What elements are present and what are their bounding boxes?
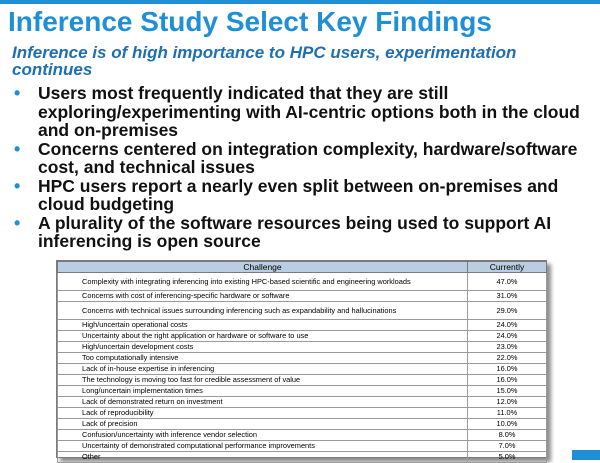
bullet-dot-icon: •	[14, 83, 21, 103]
top-accent-bar	[0, 0, 600, 4]
table-row	[58, 353, 547, 364]
currently-cell: 31.0%	[468, 291, 547, 302]
currently-cell: 16.0%	[468, 375, 547, 386]
table-row	[58, 375, 547, 386]
column-header-challenge: Challenge	[58, 262, 468, 273]
challenge-cell: Lack of reproducibility	[58, 408, 468, 419]
currently-cell: 24.0%	[468, 320, 547, 331]
currently-cell: 24.0%	[468, 331, 547, 342]
table-row	[58, 342, 547, 353]
challenges-table	[57, 261, 547, 463]
finding-text: Concerns centered on integration complexity, hardware/software cost, and technical issues	[38, 138, 578, 177]
slide-subtitle: Inference is of high importance to HPC users, experimentation continues	[12, 43, 517, 79]
challenge-cell: Confusion/uncertainty with inference vendor selection	[58, 430, 468, 441]
table-header-row	[58, 262, 547, 273]
challenge-cell: Lack of demonstrated return on investment	[58, 397, 468, 408]
challenge-cell: Uncertainty of demonstrated computational performance improvements	[58, 441, 468, 452]
challenge-cell: Too computationally intensive	[58, 353, 468, 364]
challenge-cell: Long/uncertain implementation times	[58, 386, 468, 397]
challenge-cell: Uncertainty about the right application or hardware or software to use	[58, 331, 468, 342]
currently-cell: 10.0%	[468, 419, 547, 430]
currently-cell: 7.0%	[468, 441, 547, 452]
key-findings-list	[10, 84, 595, 251]
table-row	[58, 430, 547, 441]
table-row	[58, 291, 547, 302]
table-row	[58, 331, 547, 342]
table-row	[58, 441, 547, 452]
table-row	[58, 408, 547, 419]
column-header-currently: Currently	[468, 262, 547, 273]
currently-cell: 47.0%	[468, 273, 547, 291]
challenge-cell: Lack of precision	[58, 419, 468, 430]
challenge-cell: Other	[58, 452, 468, 463]
currently-cell: 11.0%	[468, 408, 547, 419]
table-row	[58, 364, 547, 375]
currently-cell: 23.0%	[468, 342, 547, 353]
bottom-accent-bar	[572, 450, 600, 460]
currently-cell: 8.0%	[468, 430, 547, 441]
finding-bullet	[10, 177, 595, 214]
table-row	[58, 419, 547, 430]
challenge-cell: The technology is moving too fast for credible assessment of value	[58, 375, 468, 386]
slide-title: Inference Study Select Key Findings	[8, 6, 492, 37]
table-row	[58, 320, 547, 331]
challenge-cell: Concerns with technical issues surrounding inferencing such as expandability and hallucinations	[58, 302, 468, 320]
challenge-cell: Concerns with cost of inferencing-specific hardware or software	[58, 291, 468, 302]
challenges-table-container	[56, 260, 547, 462]
currently-cell: 29.0%	[468, 302, 547, 320]
finding-bullet	[10, 214, 595, 251]
finding-text: A plurality of the software resources being used to support AI inferencing is open source	[38, 212, 552, 251]
finding-text: HPC users report a nearly even split between on-premises and cloud budgeting	[38, 175, 559, 214]
finding-bullet	[10, 84, 595, 140]
table-row	[58, 397, 547, 408]
challenge-cell: High/uncertain development costs	[58, 342, 468, 353]
bullet-dot-icon: •	[14, 212, 21, 233]
currently-cell: 12.0%	[468, 397, 547, 408]
table-row	[58, 452, 547, 463]
table-row	[58, 386, 547, 397]
finding-bullet	[10, 140, 595, 177]
bullet-dot-icon: •	[14, 138, 21, 159]
challenge-cell: Lack of in-house expertise in inferencing	[58, 364, 468, 375]
challenge-cell: High/uncertain operational costs	[58, 320, 468, 331]
finding-text: Users most frequently indicated that they are still exploring/experimenting with AI-centric options both in the cloud and on-premises	[38, 83, 580, 140]
challenge-cell: Complexity with integrating inferencing into existing HPC-based scientific and engineering workloads	[58, 273, 468, 291]
table-row	[58, 302, 547, 320]
currently-cell: 5.0%	[468, 452, 547, 463]
currently-cell: 22.0%	[468, 353, 547, 364]
bullet-dot-icon: •	[14, 175, 21, 196]
currently-cell: 15.0%	[468, 386, 547, 397]
table-row	[58, 273, 547, 291]
currently-cell: 16.0%	[468, 364, 547, 375]
